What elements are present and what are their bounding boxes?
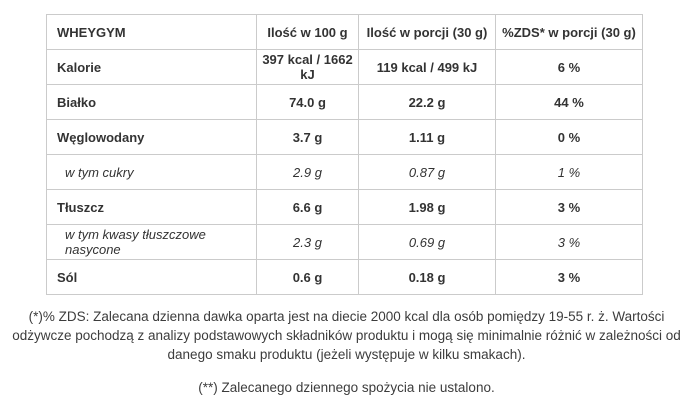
- value-per-100g: 397 kcal / 1662 kJ: [257, 50, 359, 85]
- zds-footnote: (*)% ZDS: Zalecana dzienna dawka oparta jest na diecie 2000 kcal dla osób pomiędzy 19-55 r. ż. Wartości odżywcze pochodzą z analizy podstawowych składników produktu i mogą się minimalnie różnić w zależności od danego smaku produktu (jeżeli występuje w kilku smakach).: [12, 309, 681, 362]
- table-row-kalorie: [47, 50, 643, 85]
- nutrient-label: Sól: [47, 260, 257, 295]
- nutrient-sublabel: w tym kwasy tłuszczowe nasycone: [47, 225, 257, 260]
- value-per-serving: 0.87 g: [359, 155, 496, 190]
- table-row-sol: [47, 260, 643, 295]
- value-per-serving: 119 kcal / 499 kJ: [359, 50, 496, 85]
- header-per-serving: Ilość w porcji (30 g): [359, 15, 496, 50]
- table-row-kwasy-nasycone: [47, 225, 643, 260]
- header-zds-percent: %ZDS* w porcji (30 g): [496, 15, 643, 50]
- value-zds-percent: 3 %: [496, 190, 643, 225]
- nutrient-label: Węglowodany: [47, 120, 257, 155]
- value-per-serving: 1.11 g: [359, 120, 496, 155]
- value-zds-percent: 44 %: [496, 85, 643, 120]
- value-zds-percent: 3 %: [496, 225, 643, 260]
- value-zds-percent: 3 %: [496, 260, 643, 295]
- value-per-100g: 0.6 g: [257, 260, 359, 295]
- daily-intake-footnote: (**) Zalecanego dziennego spożycia nie ustalono.: [198, 380, 495, 395]
- value-per-serving: 22.2 g: [359, 85, 496, 120]
- value-zds-percent: 1 %: [496, 155, 643, 190]
- header-product-name: WHEYGYM: [47, 15, 257, 50]
- table-row-weglowodany: [47, 120, 643, 155]
- table-row-bialko: [47, 85, 643, 120]
- value-per-100g: 2.3 g: [257, 225, 359, 260]
- nutrition-table: [46, 14, 643, 295]
- table-header-row: [47, 15, 643, 50]
- header-per-100g: Ilość w 100 g: [257, 15, 359, 50]
- footnotes-section: [0, 307, 693, 397]
- value-per-100g: 74.0 g: [257, 85, 359, 120]
- table-row-tluszcz: [47, 190, 643, 225]
- nutrient-label: Tłuszcz: [47, 190, 257, 225]
- value-per-serving: 0.18 g: [359, 260, 496, 295]
- value-per-100g: 3.7 g: [257, 120, 359, 155]
- value-per-100g: 6.6 g: [257, 190, 359, 225]
- value-per-serving: 0.69 g: [359, 225, 496, 260]
- value-per-100g: 2.9 g: [257, 155, 359, 190]
- value-zds-percent: 0 %: [496, 120, 643, 155]
- value-zds-percent: 6 %: [496, 50, 643, 85]
- nutrient-label: Kalorie: [47, 50, 257, 85]
- table-row-cukry: [47, 155, 643, 190]
- value-per-serving: 1.98 g: [359, 190, 496, 225]
- nutrient-sublabel: w tym cukry: [47, 155, 257, 190]
- nutrient-label: Białko: [47, 85, 257, 120]
